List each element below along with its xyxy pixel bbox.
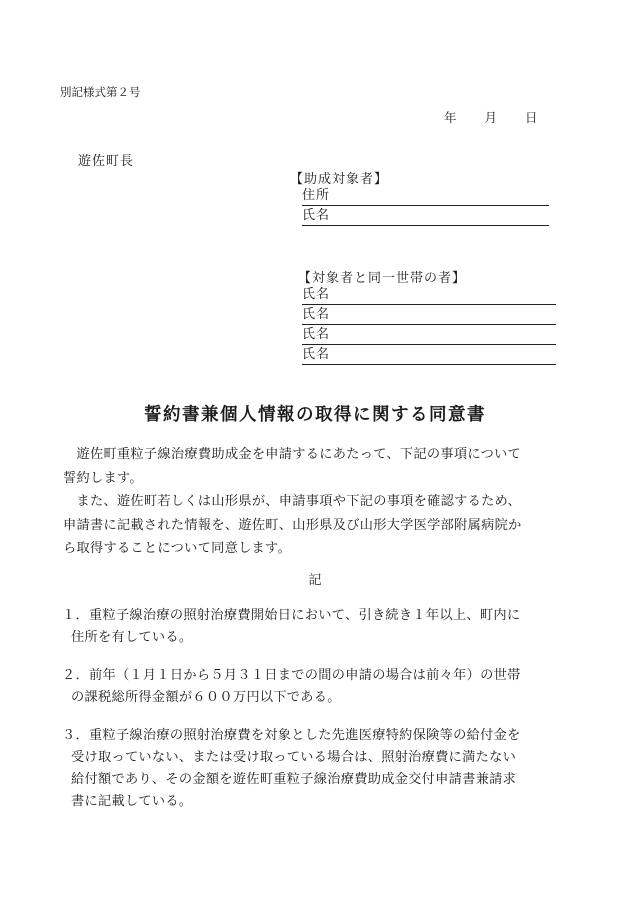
consent-line: ら取得することについて同意します。 — [63, 541, 291, 556]
name-label: 氏名 — [302, 208, 331, 223]
applicant-address-field[interactable] — [302, 187, 549, 206]
pledge-line: 誓約します。 — [63, 470, 143, 486]
pledge-line: 遊佐町重粒子線治療費助成金を申請するにあたって、下記の事項について — [63, 447, 522, 462]
name-label: 氏名 — [302, 287, 331, 302]
name-label: 氏名 — [302, 327, 331, 342]
date-year-label: 年 — [444, 110, 457, 125]
item-line: の課税総所得金額が６００万円以下である。 — [71, 690, 341, 705]
item-line: 受け取っていない、または受け取っている場合は、照射治療費に満たない — [71, 750, 517, 765]
list-item — [62, 665, 577, 709]
item-line: ３．重粒子線治療の照射治療費を対象とした先進医療特約保険等の給付金を — [62, 728, 521, 743]
item-line: ２．前年（１月１日から５月３１日までの間の申請の場合は前々年）の世帯 — [62, 668, 521, 683]
applicant-name-field[interactable] — [302, 207, 549, 226]
item-line: 書に記載している。 — [71, 794, 193, 809]
name-label: 氏名 — [302, 307, 331, 322]
addressee: 遊佐町長 — [78, 154, 135, 169]
household-name-field-3[interactable] — [302, 326, 556, 345]
address-label: 住所 — [302, 188, 331, 203]
applicant-header: 【助成対象者】 — [290, 172, 389, 187]
date-line — [444, 108, 538, 126]
consent-line: また、遊佐町若しくは山形県が、申請事項や下記の事項を確認するため、 — [63, 494, 522, 509]
list-item — [62, 725, 577, 813]
document-title: 誓約書兼個人情報の取得に関する同意書 — [144, 405, 486, 425]
date-day-label: 日 — [525, 110, 538, 125]
item-line: １．重粒子線治療の照射治療費開始日において、引き続き１年以上、町内に — [62, 608, 521, 623]
list-item — [62, 605, 577, 649]
form-number: 別記様式第２号 — [60, 85, 141, 99]
item-line: 住所を有している。 — [71, 630, 193, 645]
household-name-field-4[interactable] — [302, 346, 556, 365]
item-line: 給付額であり、その金額を遊佐町重粒子線治療費助成金交付申請書兼請求 — [71, 772, 517, 787]
household-name-field-2[interactable] — [302, 306, 556, 325]
pledge-paragraph — [63, 443, 573, 561]
date-month-label: 月 — [484, 110, 498, 125]
household-header: 【対象者と同一世帯の者】 — [298, 271, 467, 286]
consent-line: 申請書に記載された情報を、遊佐町、山形県及び山形大学医学部附属病院か — [63, 517, 522, 533]
name-label: 氏名 — [302, 347, 331, 362]
ki-heading: 記 — [308, 573, 322, 588]
household-name-field-1[interactable] — [302, 286, 556, 305]
